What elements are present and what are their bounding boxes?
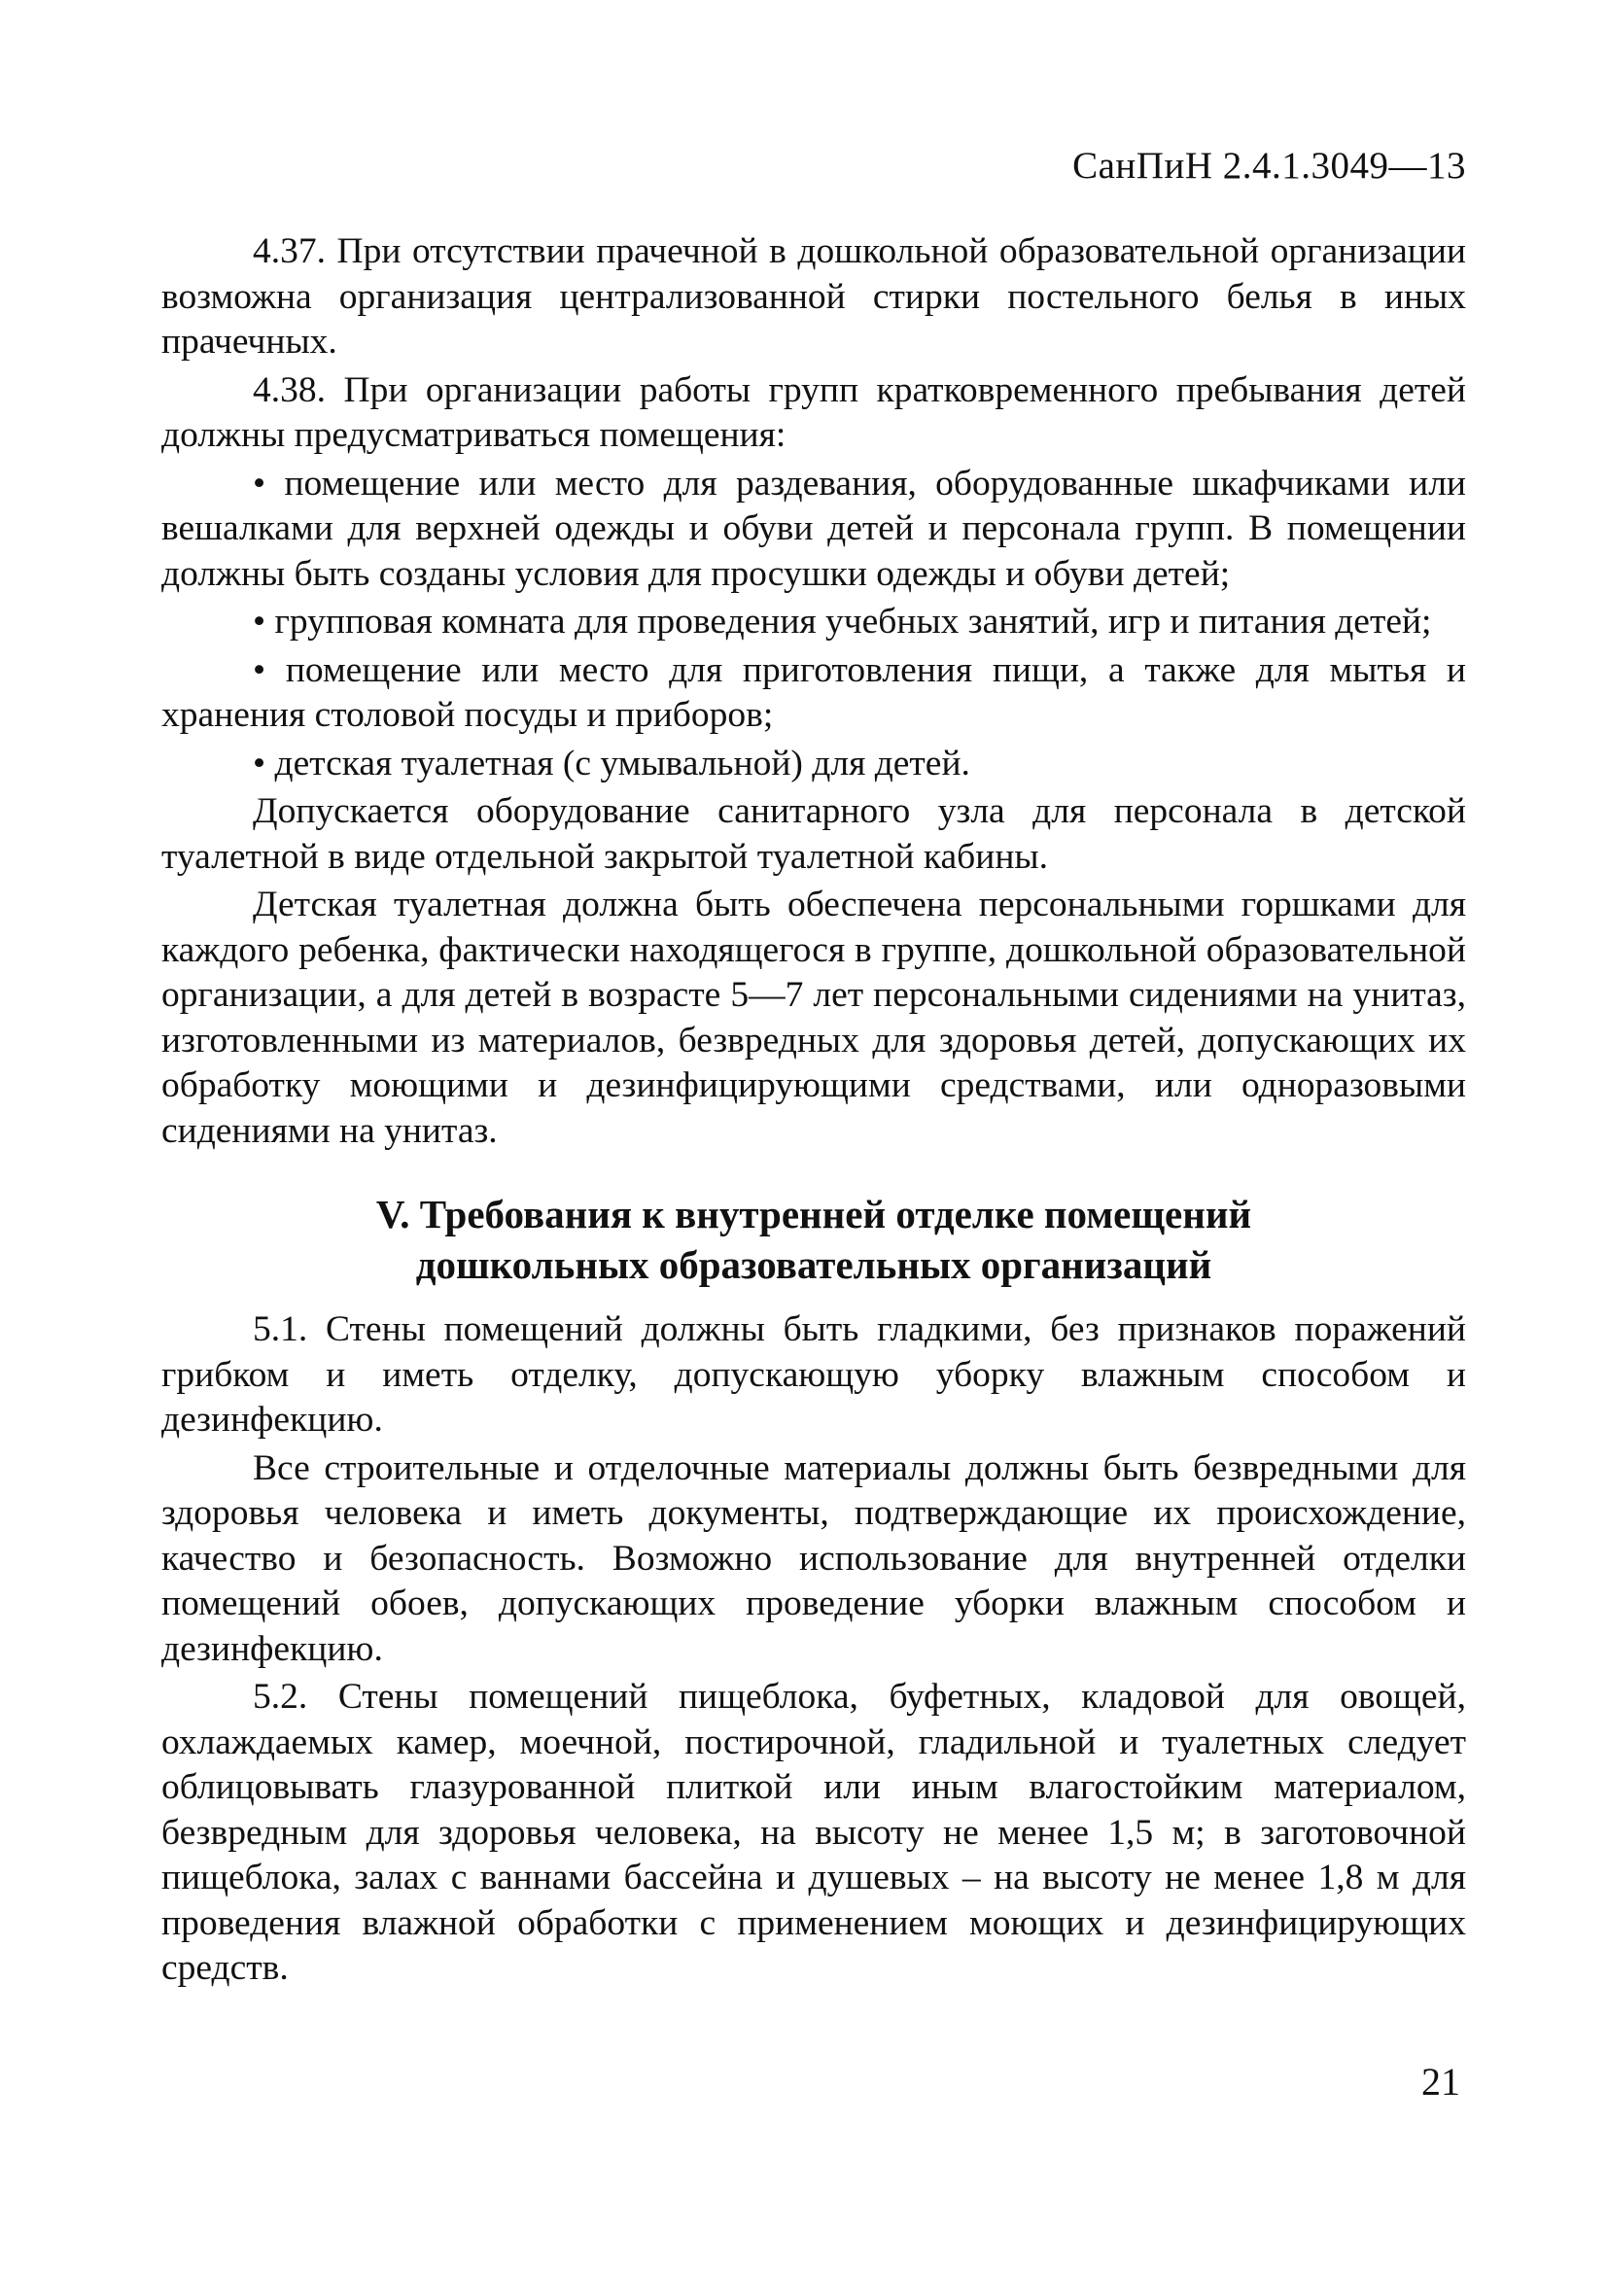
running-head: СанПиН 2.4.1.3049—13 xyxy=(1072,145,1466,187)
body-text xyxy=(161,229,1466,1995)
list-item-food-preparation: • помещение или место для приготовления пищи, а также для мытья и хранения столовой посуды и приборов; xyxy=(161,649,1466,735)
section-heading-line-1: V. Требования к внутренней отделке помещений xyxy=(375,1192,1252,1236)
list-item-toilet: • детская туалетная (с умывальной) для детей. xyxy=(253,743,970,783)
paragraph-staff-toilet: Допускается оборудование санитарного узла для персонала в детской туалетной в виде отдельной закрытой туалетной кабины. xyxy=(161,791,1466,877)
paragraph-4-38: 4.38. При организации работы групп кратковременного пребывания детей должны предусматриваться помещения: xyxy=(161,369,1466,455)
list-item-changing-room: • помещение или место для раздевания, оборудованные шкафчиками или вешалками для верхней одежды и обуви детей и персонала групп. В помещении должны быть созданы условия для просушки одежды и обуви детей; xyxy=(161,463,1466,594)
paragraph-5-1: 5.1. Стены помещений должны быть гладкими, без признаков поражений грибком и иметь отделку, допускающую уборку влажным способом и дезинфекцию. xyxy=(161,1309,1466,1440)
page-number: 21 xyxy=(1421,2060,1460,2104)
section-heading xyxy=(161,1189,1466,1290)
paragraph-5-2: 5.2. Стены помещений пищеблока, буфетных, кладовой для овощей, охлаждаемых камер, моечной, постирочной, гладильной и туалетных следует облицовывать глазурованной плиткой или иным влагостойким материалом, безвредным для здоровья человека, на высоту не менее 1,5 м; в заготовочной пищеблока, залах с ваннами бассейна и душевых – на высоту не менее 1,8 м для проведения влажной обработки с применением моющих и дезинфицирующих средств. xyxy=(161,1677,1466,1988)
paragraph-4-37: 4.37. При отсутствии прачечной в дошкольной образовательной организации возможна организация централизованной стирки постельного белья в иных прачечных. xyxy=(161,231,1466,362)
list-item-group-room: • групповая комната для проведения учебных занятий, игр и питания детей; xyxy=(253,602,1432,642)
section-heading-line-2: дошкольных образовательных организаций xyxy=(415,1242,1212,1287)
paragraph-potties: Детская туалетная должна быть обеспечена персональными горшками для каждого ребенка, фактически находящегося в группе, дошкольной образовательной организации, а для детей в возрасте 5—7 лет персональными сидениями на унитаз, изготовленными из материалов, безвредных для здоровья детей, допускающих их обработку моющими и дезинфицирующими средствами, или одноразовыми сидениями на унитаз. xyxy=(161,885,1466,1151)
paragraph-materials: Все строительные и отделочные материалы должны быть безвредными для здоровья человека и иметь документы, подтверждающие их происхождение, качество и безопасность. Возможно использование для внутренней отделки помещений обоев, допускающих проведение уборки влажным способом и дезинфекцию. xyxy=(161,1447,1466,1669)
